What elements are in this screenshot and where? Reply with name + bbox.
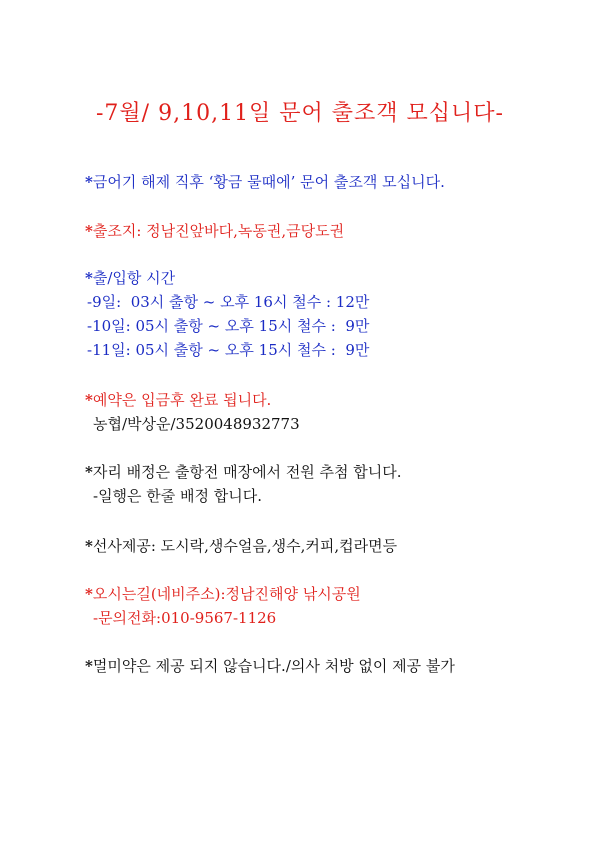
schedule-row: -10일: 05시 출항 ~ 오후 15시 철수 : 9만 (87, 317, 370, 335)
location-text: 출조지: 정남진앞바다,녹동권,금당도권 (92, 222, 345, 240)
directions-text: 오시는길(네비주소):정남진해양 낚시공원 (92, 585, 361, 603)
location-line (85, 219, 565, 243)
notice-text: 멀미약은 제공 되지 않습니다./의사 처방 없이 제공 불가 (92, 657, 455, 675)
seating-section (85, 460, 565, 508)
schedule-heading (85, 266, 565, 290)
schedule-row: -11일: 05시 출항 ~ 오후 15시 철수 : 9만 (87, 341, 370, 359)
seating-text: 자리 배정은 출항전 매장에서 전원 추첨 합니다. (92, 463, 402, 481)
bullet-marker: * (85, 463, 93, 481)
seating-note: -일행은 한줄 배정 합니다. (93, 487, 263, 505)
page-title: -7월/ 9,10,11일 문어 출조객 모십니다- (96, 101, 504, 126)
reservation-line (85, 388, 565, 412)
notice-line (85, 654, 565, 678)
intro-text: 금어기 해제 직후 ‘황금 물때에’ 문어 출조객 모십니다. (92, 173, 445, 191)
intro-section (85, 170, 565, 194)
bullet-marker: * (85, 269, 93, 287)
bank-account: 농협/박상운/3520048932773 (93, 415, 300, 433)
bullet-marker: * (85, 222, 93, 240)
intro-line (85, 170, 565, 194)
provided-text: 선사제공: 도시락,생수얼음,생수,커피,컵라면등 (92, 537, 398, 555)
seating-line (85, 460, 565, 484)
provided-line (85, 534, 565, 558)
bullet-marker: * (85, 657, 93, 675)
location-section (85, 219, 565, 243)
schedule-section (85, 266, 565, 362)
directions-line (85, 582, 565, 606)
bullet-marker: * (85, 585, 93, 603)
provided-section (85, 534, 565, 558)
schedule-heading-text: 출/입항 시간 (92, 269, 176, 287)
schedule-row: -9일: 03시 출항 ~ 오후 16시 철수 : 12만 (87, 293, 370, 311)
notice-section (85, 654, 565, 678)
reservation-text: 예약은 입금후 완료 됩니다. (92, 391, 272, 409)
bullet-marker: * (85, 391, 93, 409)
contact-phone: -문의전화:010-9567-1126 (93, 609, 277, 627)
bullet-marker: * (85, 173, 93, 191)
bullet-marker: * (85, 537, 93, 555)
reservation-section (85, 388, 565, 436)
directions-section (85, 582, 565, 630)
